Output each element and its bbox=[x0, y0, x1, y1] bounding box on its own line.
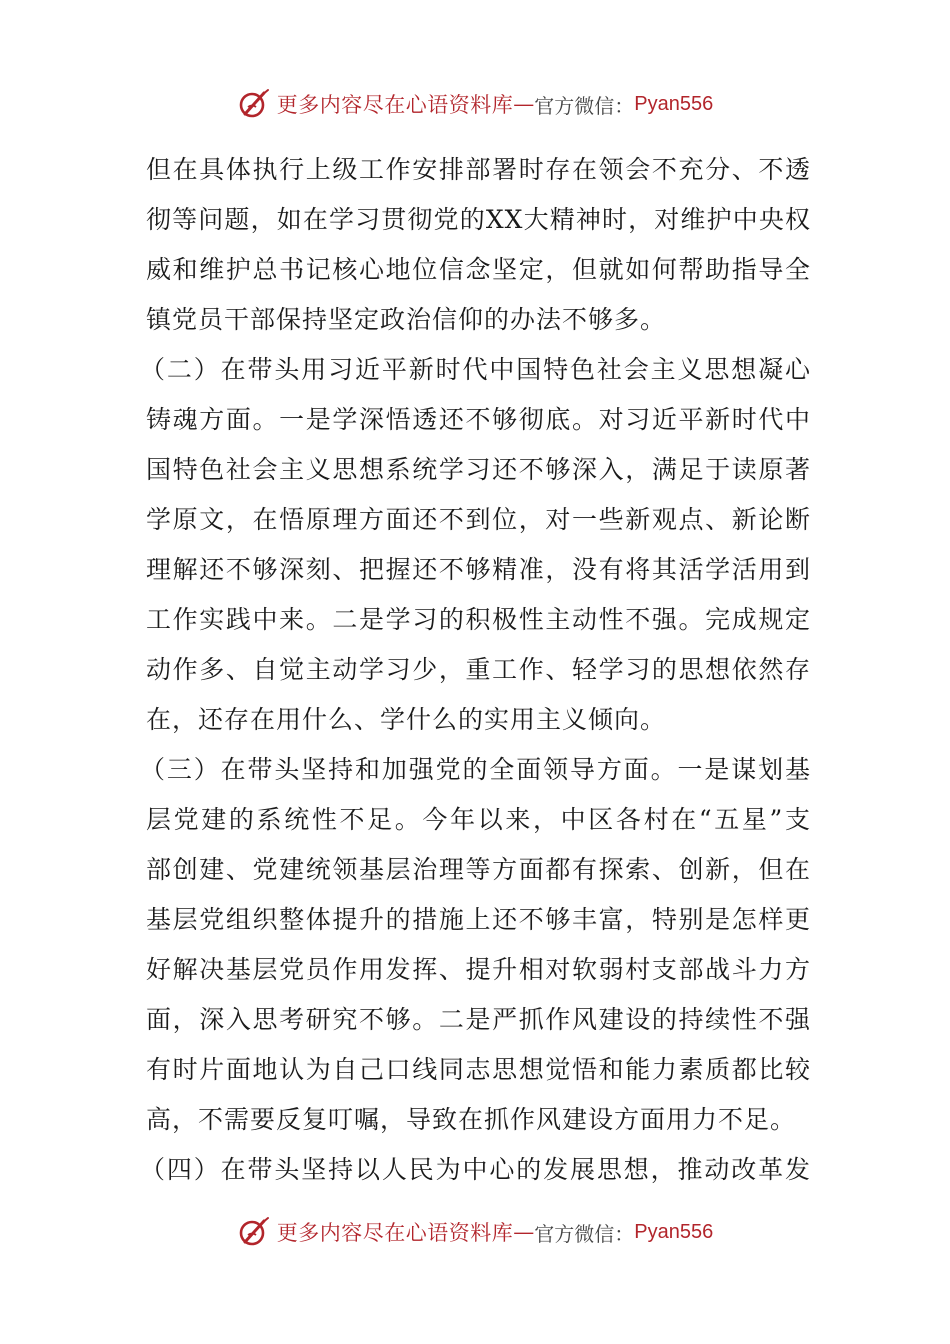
text-line: 高，不需要反复叮嘱，导致在抓作风建设方面用力不足。 bbox=[146, 1105, 797, 1134]
banner-wechat-id: Pyan556 bbox=[634, 92, 714, 115]
text-line: 面，深入思考研究不够。二是严抓作风建设的持续性不强 bbox=[146, 1005, 811, 1034]
document-body bbox=[140, 145, 811, 1195]
text-line: 基层党组织整体提升的措施上还不够丰富，特别是怎样更 bbox=[146, 905, 811, 934]
banner-wechat-id: Pyan556 bbox=[634, 1220, 714, 1243]
banner-title: 更多内容尽在心语资料库 bbox=[276, 1221, 514, 1245]
section-heading-2: （二）在带头用习近平新时代中国特色社会主义思想凝心 bbox=[140, 355, 811, 384]
text-line: 层党建的系统性不足。今年以来，中区各村在“五星”支 bbox=[146, 805, 811, 834]
banner-separator: — bbox=[513, 92, 535, 116]
text-line: 理解还不够深刻、把握还不够精准，没有将其活学活用到 bbox=[146, 555, 811, 584]
text-line: 铸魂方面。一是学深悟透还不够彻底。对习近平新时代中 bbox=[146, 405, 811, 434]
footer-banner bbox=[0, 1212, 950, 1252]
text-line: 威和维护总书记核心地位信念坚定，但就如何帮助指导全 bbox=[146, 255, 811, 284]
text-line: 镇党员干部保持坚定政治信仰的办法不够多。 bbox=[146, 305, 667, 334]
text-line: 有时片面地认为自己口线同志思想觉悟和能力素质都比较 bbox=[146, 1055, 811, 1084]
pen-logo-icon bbox=[237, 87, 271, 121]
pen-logo-icon bbox=[237, 1215, 271, 1249]
text-line: 部创建、党建统领基层治理等方面都有探索、创新，但在 bbox=[146, 855, 811, 884]
section-heading-3: （三）在带头坚持和加强党的全面领导方面。一是谋划基 bbox=[140, 755, 811, 784]
banner-label: 官方微信： bbox=[534, 1221, 635, 1246]
text-line: 好解决基层党员作用发挥、提升相对软弱村支部战斗力方 bbox=[146, 955, 811, 984]
banner-title: 更多内容尽在心语资料库 bbox=[276, 93, 514, 117]
section-heading-4: （四）在带头坚持以人民为中心的发展思想，推动改革发 bbox=[140, 1155, 811, 1184]
text-line: 国特色社会主义思想系统学习还不够深入，满足于读原著 bbox=[146, 455, 811, 484]
header-banner bbox=[0, 84, 950, 124]
banner-label: 官方微信： bbox=[534, 93, 635, 118]
text-line: 工作实践中来。二是学习的积极性主动性不强。完成规定 bbox=[146, 605, 811, 634]
text-line: 动作多、自觉主动学习少，重工作、轻学习的思想依然存 bbox=[146, 655, 811, 684]
banner-separator: — bbox=[513, 1220, 535, 1244]
text-line: 彻等问题，如在学习贯彻党的XX大精神时，对维护中央权 bbox=[146, 205, 811, 234]
text-line: 但在具体执行上级工作安排部署时存在领会不充分、不透 bbox=[146, 155, 811, 184]
text-line: 在，还存在用什么、学什么的实用主义倾向。 bbox=[146, 705, 667, 734]
text-line: 学原文，在悟原理方面还不到位，对一些新观点、新论断 bbox=[146, 505, 811, 534]
